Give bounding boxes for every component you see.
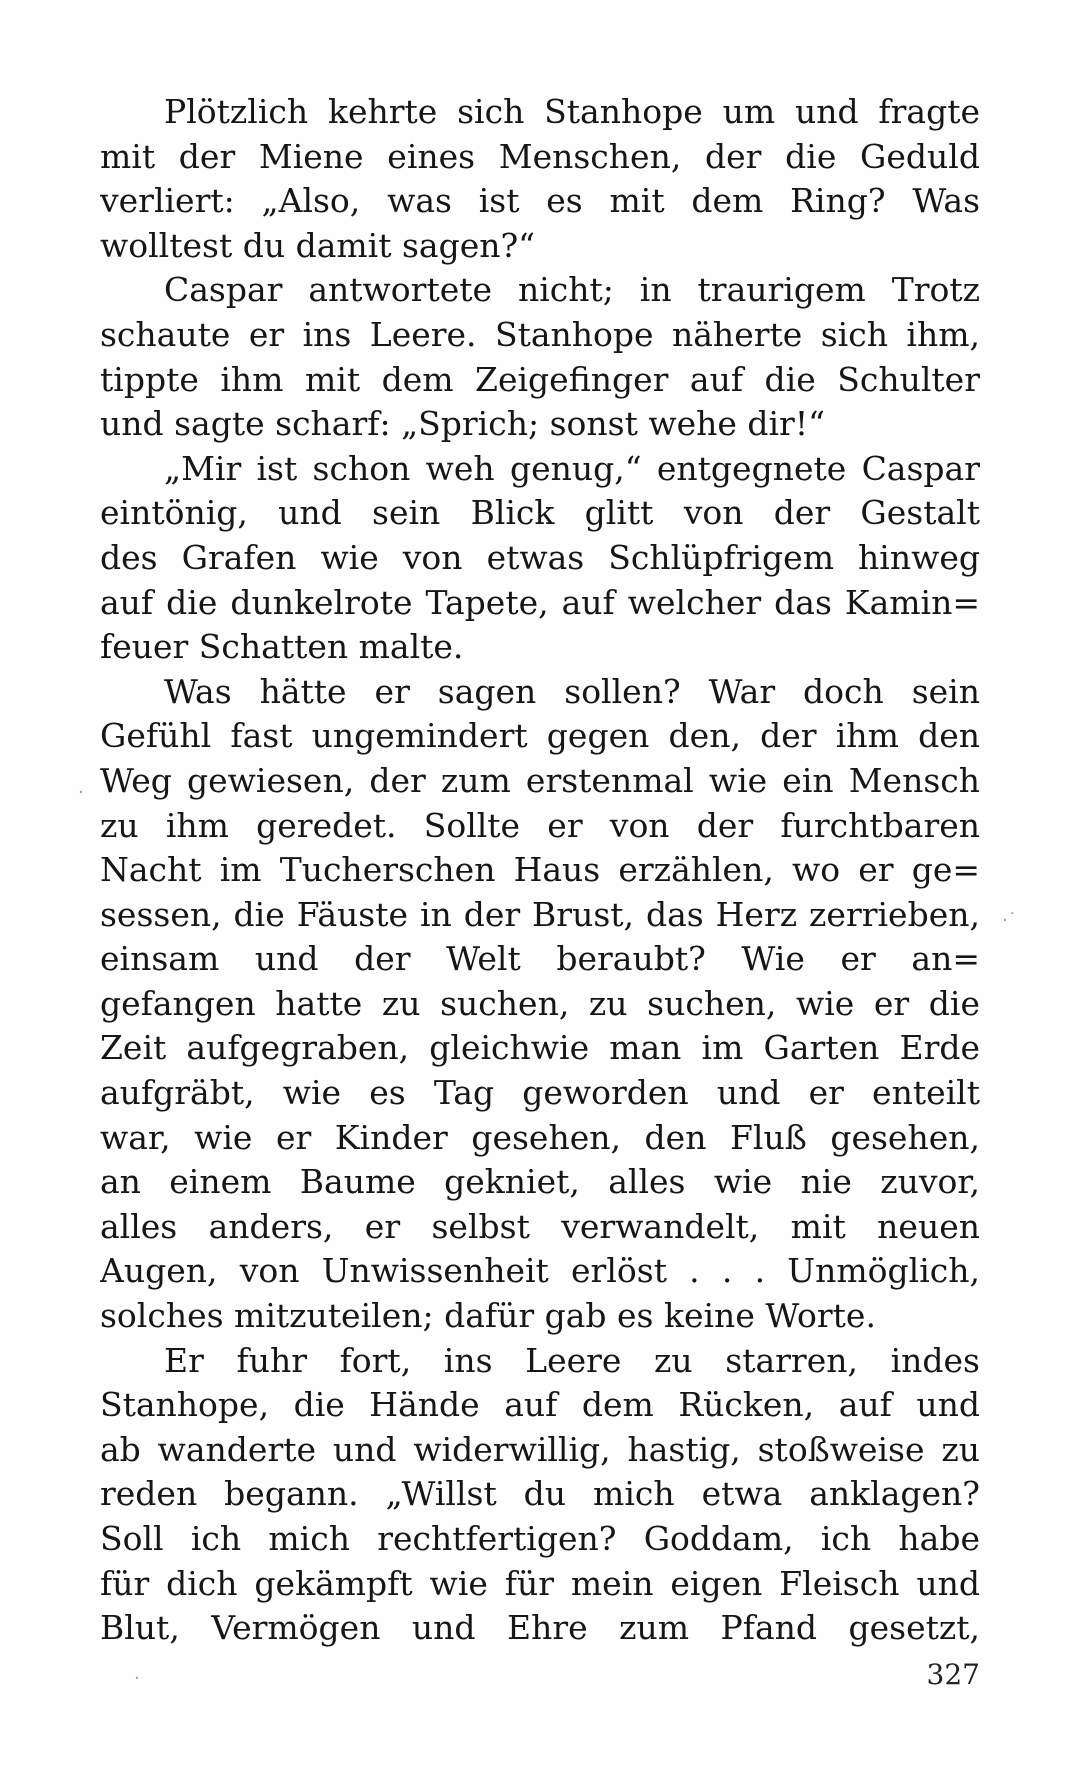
print-speck: ·˙: [1002, 910, 1017, 931]
text-line: tippte ihm mit dem Zeigefinger auf die Schulter: [100, 359, 980, 399]
text-line: war, wie er Kinder gesehen, den Fluß gesehen,: [100, 1117, 980, 1157]
text-line: Plötzlich kehrte sich Stanhope um und fragte: [164, 92, 980, 131]
text-line: Stanhope, die Hände auf dem Rücken, auf und: [100, 1385, 980, 1425]
text-line: aufgräbt, wie es Tag geworden und er enteilt: [100, 1073, 980, 1113]
page-number: 327: [926, 1658, 980, 1691]
text-line: Nacht im Tucherschen Haus erzählen, wo er ge=: [100, 850, 980, 890]
text-line: für dich gekämpft wie für mein eigen Fleisch und: [100, 1563, 980, 1603]
text-line: Er fuhr fort, ins Leere zu starren, indes: [164, 1340, 980, 1380]
text-line: Caspar antwortete nicht; in traurigem Trotz: [164, 270, 980, 310]
text-line: einsam und der Welt beraubt? Wie er an=: [100, 939, 980, 979]
text-line: Augen, von Unwissenheit erlöst . . . Unmöglich,: [100, 1251, 980, 1291]
print-speck: ·: [78, 782, 84, 803]
text-line: Zeit aufgegraben, gleichwie man im Garten Erde: [100, 1028, 980, 1068]
text-line: Soll ich mich rechtfertigen? Goddam, ich habe: [100, 1519, 980, 1558]
text-line: des Grafen wie von etwas Schlüpfrigem hinweg: [100, 537, 980, 577]
text-line: sessen, die Fäuste in der Brust, das Herz zerrieben,: [100, 894, 980, 934]
text-line: Was hätte er sagen sollen? War doch sein: [164, 671, 980, 711]
text-line: Gefühl fast ungemindert gegen den, der ihm den: [100, 716, 980, 756]
text-line: mit der Miene eines Menschen, der die Geduld: [100, 136, 980, 176]
text-line: verliert: „Also, was ist es mit dem Ring? Was: [100, 181, 980, 221]
text-line: gefangen hatte zu suchen, zu suchen, wie er die: [100, 983, 980, 1023]
text-line: feuer Schatten malte.: [100, 627, 464, 667]
text-line: an einem Baume gekniet, alles wie nie zuvor,: [100, 1162, 980, 1202]
text-line: zu ihm geredet. Sollte er von der furchtbaren: [100, 805, 980, 845]
text-line: auf die dunkelrote Tapete, auf welcher das Kamin=: [100, 582, 980, 622]
text-line: eintönig, und sein Blick glitt von der Gestalt: [100, 493, 980, 533]
text-line: solches mitzuteilen; dafür gab es keine Worte.: [100, 1296, 876, 1336]
text-line: Blut, Vermögen und Ehre zum Pfand gesetzt,: [100, 1608, 980, 1648]
text-line: Weg gewiesen, der zum erstenmal wie ein Mensch: [100, 760, 980, 800]
text-line: schaute er ins Leere. Stanhope näherte sich ihm,: [100, 314, 980, 354]
text-line: reden begann. „Willst du mich etwa anklagen?: [100, 1474, 980, 1514]
text-line: „Mir ist schon weh genug,“ entgegnete Caspar: [164, 448, 980, 488]
text-line: alles anders, er selbst verwandelt, mit neuen: [100, 1206, 980, 1246]
text-line: und sagte scharf: „Sprich; sonst wehe dir!“: [100, 404, 825, 444]
text-line: ab wanderte und widerwillig, hastig, stoßweise zu: [100, 1429, 980, 1469]
print-speck: ·: [134, 1668, 140, 1689]
body-text: [100, 90, 980, 1651]
text-line: wolltest du damit sagen?“: [100, 225, 536, 265]
